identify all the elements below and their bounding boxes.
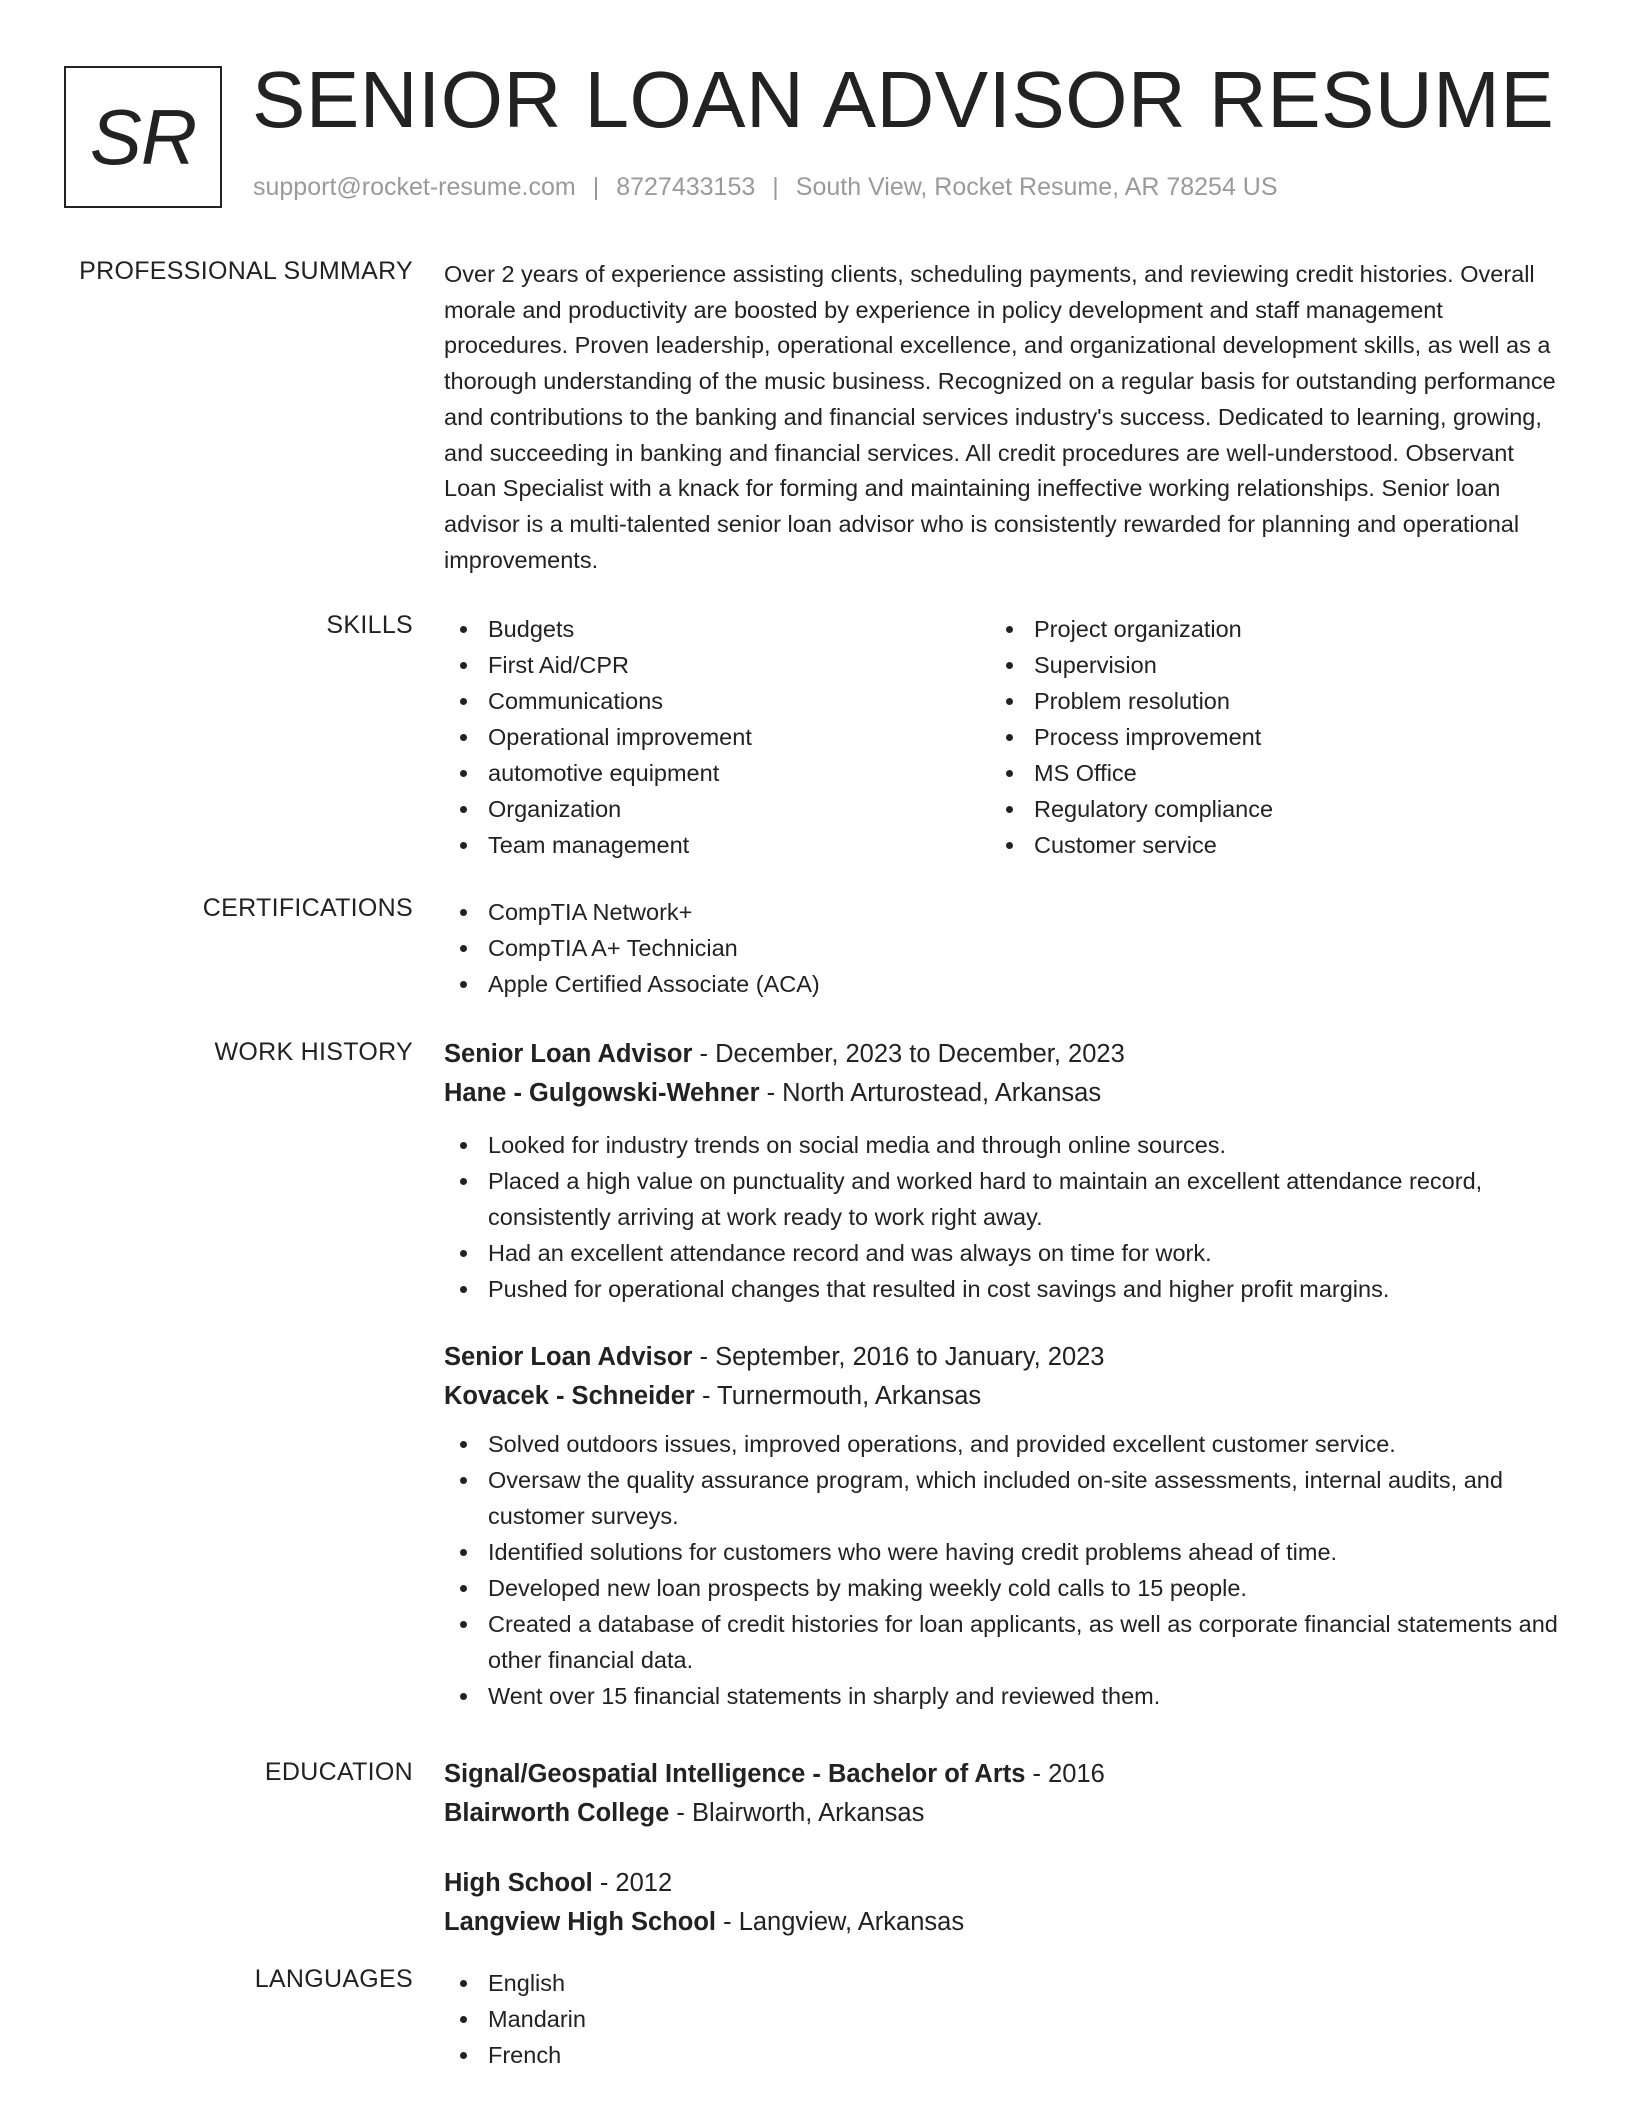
job-entry xyxy=(444,1035,1566,1307)
work-history-body xyxy=(444,1035,1566,1714)
education-school: Langview High School xyxy=(444,1908,717,1936)
skill-item: First Aid/CPR xyxy=(444,647,990,683)
education-entry xyxy=(444,1864,1566,1942)
education-heading: EDUCATION xyxy=(264,1758,413,1786)
job-location: - Turnermouth, Arkansas xyxy=(694,1382,982,1410)
skill-item: automotive equipment xyxy=(444,755,990,791)
education-school: Blairworth College xyxy=(444,1799,670,1827)
skill-item: Regulatory compliance xyxy=(990,791,1536,827)
job-dates: - December, 2023 to December, 2023 xyxy=(692,1040,1125,1068)
education-degree-line xyxy=(444,1864,1566,1903)
skill-item: Budgets xyxy=(444,611,990,647)
job-company: Hane - Gulgowski-Wehner xyxy=(444,1079,760,1107)
skills-heading: SKILLS xyxy=(326,611,413,639)
education-body xyxy=(444,1755,1566,1942)
job-location: - North Arturostead, Arkansas xyxy=(759,1079,1102,1107)
monogram-initials: SR xyxy=(89,93,197,181)
summary-text: Over 2 years of experience assisting clients, scheduling payments, and reviewing credit histories. Overall morale and productivity are boosted by experience in policy development and staff management procedures. Proven leadership, operational excellence, and organizational development skills, as well as a thorough understanding of the music business. Recognized on a regular basis for outstanding performance and contributions to the banking and financial services industry's success. Dedicated to learning, growing, and succeeding in banking and financial services. All credit procedures are well-understood. Observant Loan Specialist with a knack for forming and maintaining ineffective working relationships. Senior loan advisor is a multi-talented senior loan advisor who is consistently rewarded for planning and operational improvements. xyxy=(444,261,1556,573)
certification-item: CompTIA A+ Technician xyxy=(444,930,1566,966)
job-duty: Looked for industry trends on social media and through online sources. xyxy=(444,1127,1566,1163)
education-school-line xyxy=(444,1903,1566,1942)
languages-heading: LANGUAGES xyxy=(254,1965,413,1993)
contact-line xyxy=(253,173,1278,202)
education-year: - 2012 xyxy=(592,1869,673,1897)
contact-email: support@rocket-resume.com xyxy=(253,173,576,201)
work-history-heading: WORK HISTORY xyxy=(214,1038,413,1066)
education-degree: Signal/Geospatial Intelligence - Bachelor of Arts xyxy=(444,1760,1026,1788)
skill-item: Customer service xyxy=(990,827,1536,863)
job-title-line xyxy=(444,1338,1566,1376)
education-location: - Langview, Arkansas xyxy=(716,1908,965,1936)
resume-header xyxy=(0,0,1632,230)
job-duty: Created a database of credit histories for loan applicants, as well as corporate financial statements and other financial data. xyxy=(444,1606,1566,1678)
job-title-line xyxy=(444,1035,1566,1073)
skills-list-left xyxy=(444,611,990,863)
certification-item: CompTIA Network+ xyxy=(444,894,1566,930)
job-duty: Had an excellent attendance record and was always on time for work. xyxy=(444,1235,1566,1271)
job-duty: Pushed for operational changes that resulted in cost savings and higher profit margins. xyxy=(444,1271,1566,1307)
job-duty: Solved outdoors issues, improved operations, and provided excellent customer service. xyxy=(444,1426,1566,1462)
language-item: English xyxy=(444,1965,1566,2001)
contact-address: South View, Rocket Resume, AR 78254 US xyxy=(795,173,1278,201)
skills-list-right xyxy=(990,611,1536,863)
education-degree-line xyxy=(444,1755,1566,1794)
job-duty: Oversaw the quality assurance program, which included on-site assessments, internal audits, and customer surveys. xyxy=(444,1462,1566,1534)
job-company: Kovacek - Schneider xyxy=(444,1382,695,1410)
education-entry xyxy=(444,1755,1566,1833)
contact-separator: | xyxy=(592,173,600,201)
job-dates: - September, 2016 to January, 2023 xyxy=(692,1343,1105,1371)
job-entry xyxy=(444,1338,1566,1714)
skill-item: Supervision xyxy=(990,647,1536,683)
certifications-list xyxy=(444,894,1566,1002)
certification-item: Apple Certified Associate (ACA) xyxy=(444,966,1566,1002)
education-degree: High School xyxy=(444,1869,593,1897)
contact-phone: 8727433153 xyxy=(616,173,756,201)
monogram-badge xyxy=(64,66,222,208)
skill-item: Project organization xyxy=(990,611,1536,647)
language-item: French xyxy=(444,2037,1566,2073)
education-location: - Blairworth, Arkansas xyxy=(669,1799,925,1827)
skill-item: Communications xyxy=(444,683,990,719)
job-company-line xyxy=(444,1073,1566,1113)
skill-item: Problem resolution xyxy=(990,683,1536,719)
resume-title: SENIOR LOAN ADVISOR RESUME xyxy=(252,55,1555,144)
skills-columns xyxy=(444,611,1566,863)
summary-heading: PROFESSIONAL SUMMARY xyxy=(79,257,413,285)
job-title: Senior Loan Advisor xyxy=(444,1343,693,1371)
skill-item: MS Office xyxy=(990,755,1536,791)
skill-item: Operational improvement xyxy=(444,719,990,755)
languages-list xyxy=(444,1965,1566,2073)
certifications-heading: CERTIFICATIONS xyxy=(202,894,413,922)
job-company-line xyxy=(444,1376,1566,1416)
contact-separator: | xyxy=(772,173,779,201)
job-duty: Placed a high value on punctuality and worked hard to maintain an excellent attendance record, consistently arriving at work ready to work right away. xyxy=(444,1163,1566,1235)
job-duty: Developed new loan prospects by making weekly cold calls to 15 people. xyxy=(444,1570,1566,1606)
education-school-line xyxy=(444,1794,1566,1833)
language-item: Mandarin xyxy=(444,2001,1566,2037)
job-duties-list xyxy=(444,1426,1566,1714)
job-duties-list xyxy=(444,1127,1566,1307)
education-year: - 2016 xyxy=(1025,1760,1105,1788)
job-title: Senior Loan Advisor xyxy=(444,1040,693,1068)
job-duty: Identified solutions for customers who were having credit problems ahead of time. xyxy=(444,1534,1566,1570)
job-duty: Went over 15 financial statements in sharply and reviewed them. xyxy=(444,1678,1566,1714)
skill-item: Organization xyxy=(444,791,990,827)
skill-item: Team management xyxy=(444,827,990,863)
skill-item: Process improvement xyxy=(990,719,1536,755)
